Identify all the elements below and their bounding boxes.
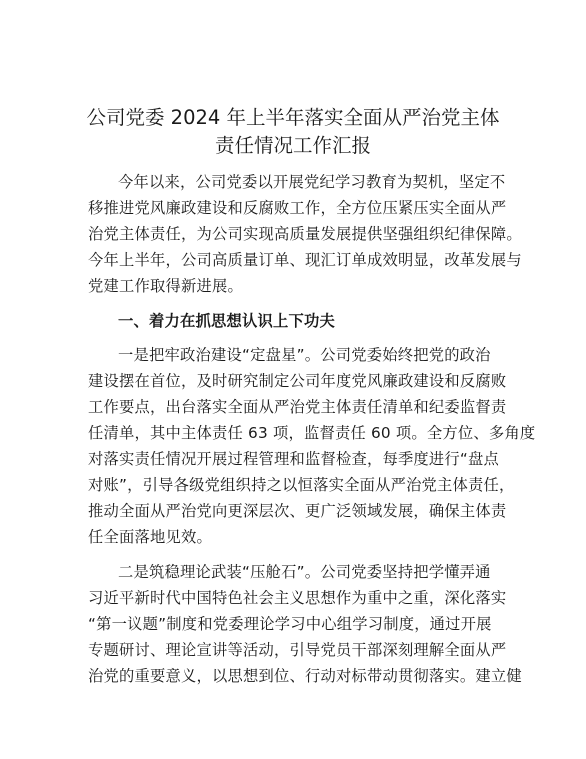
paragraph-line: 工作要点，出台落实全面从严治党主体责任清单和纪委监督责: [88, 398, 507, 416]
paragraph-line: 对落实责任情况开展过程管理和监督检查，每季度进行“盘点: [88, 450, 500, 468]
paragraph-line: 习近平新时代中国特色社会主义思想作为重中之重，深化落实: [88, 589, 507, 607]
intro-line: 移推进党风廉政建设和反腐败工作，全方位压紧压实全面从严: [88, 199, 507, 217]
intro-line: 今年以来，公司党委以开展党纪学习教育为契机，坚定不: [118, 173, 506, 191]
paragraph-line: 推动全面从严治党向更深层次、更广泛领域发展，确保主体责: [88, 502, 507, 520]
intro-line: 今年上半年，公司高质量订单、现汇订单成效明显，改革发展与: [88, 251, 522, 269]
paragraph-line: 专题研讨、理论宣讲等活动，引导党员干部深刻理解全面从严: [88, 641, 507, 659]
paragraph-line: 建设摆在首位，及时研究制定公司年度党风廉政建设和反腐败: [88, 372, 507, 390]
paragraph-line: 任清单，其中主体责任 63 项，监督责任 60 项。全方位、多角度: [88, 424, 536, 442]
document-title-line-1: 公司党委 2024 年上半年落实全面从严治党主体: [86, 106, 500, 129]
paragraph-line: 对账”，引导各级党组织持之以恒落实全面从严治党主体责任，: [88, 476, 515, 494]
paragraph-line: 二是筑稳理论武装“压舱石”。公司党委坚持把学懂弄通: [118, 563, 491, 581]
paragraph-line: 一是把牢政治建设“定盘星”。公司党委始终把党的政治: [118, 346, 491, 364]
document-title-line-2: 责任情况工作汇报: [214, 134, 371, 157]
paragraph-line: 任全面落地见效。: [88, 528, 212, 546]
paragraph-line: “第一议题”制度和党委理论学习中心组学习制度，通过开展: [88, 615, 492, 633]
paragraph-line: 治党的重要意义，以思想到位、行动对标带动贯彻落实。建立健: [88, 667, 522, 685]
section-heading: 一、着力在抓思想认识上下功夫: [118, 312, 335, 330]
intro-line: 治党主体责任，为公司实现高质量发展提供坚强组织纪律保障。: [88, 225, 522, 243]
intro-line: 党建工作取得新进展。: [88, 277, 243, 295]
